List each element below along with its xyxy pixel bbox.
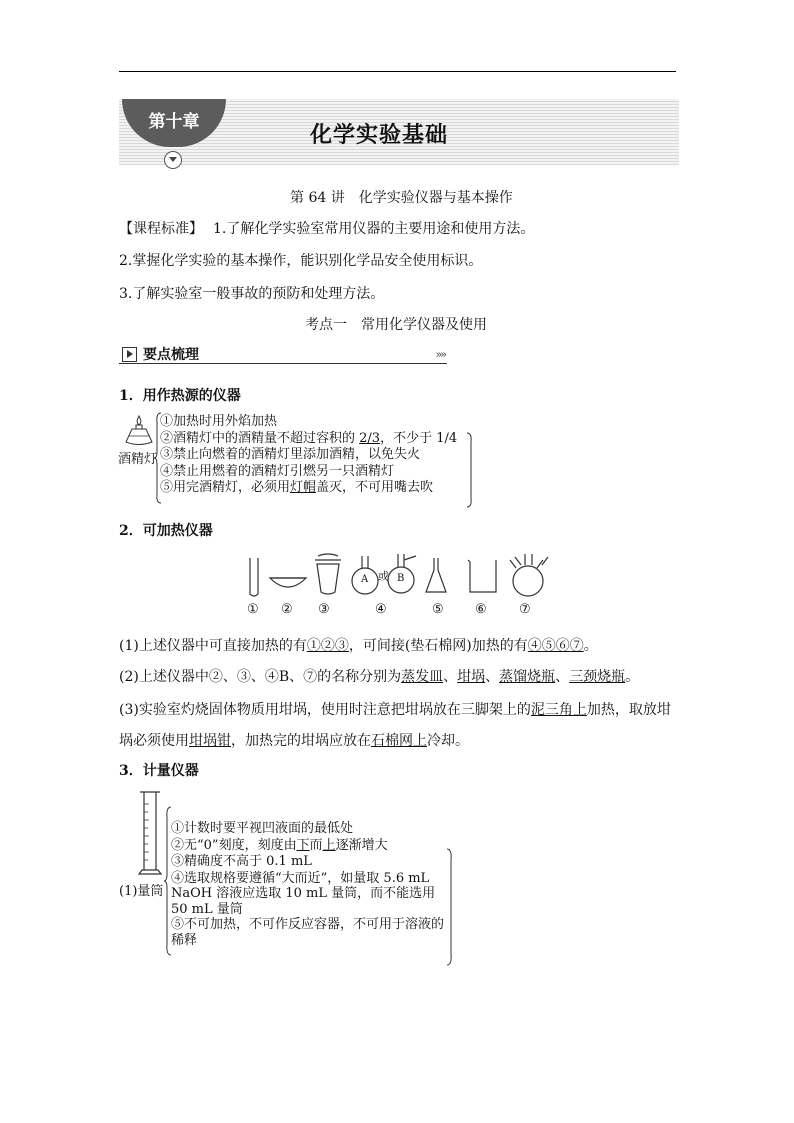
list-item: ④禁止用燃着的酒精灯引燃另一只酒精灯 [160,463,395,479]
list-item: ③禁止向燃着的酒精灯里添加酒精，以免失火 [160,447,421,462]
list-item: ⑤用完酒精灯，必须用灯帽盖灭，不可用嘴去吹 [160,480,434,495]
three-neck-flask-icon [510,554,548,596]
right-bracket [446,848,454,966]
list-item: ②酒精灯中的酒精量不超过容积的 2/3，不少于 1/4 [160,430,458,446]
right-bracket [466,432,474,508]
question-2: (2)上述仪器中②、③、④B、⑦的名称分别为蒸发皿、坩埚、蒸馏烧瓶、三颈烧瓶。 [119,669,640,685]
beaker-icon [468,560,496,592]
conical-flask-icon [426,558,446,592]
list-item: ④选取规格要遵循“大而近”，如量取 5.6 mL NaOH 溶液应选取 10 mL 量筒，而不能选用 50 mL 量筒 [171,870,436,917]
kaodian-title: 考点一 常用化学仪器及使用 [305,317,487,333]
cylinder-label: (1)量筒 [119,884,164,899]
section-bar [119,344,447,364]
part1-heading: 1．用作热源的仪器 [119,388,241,404]
part2-heading: 2．可加热仪器 [119,523,213,539]
play-icon [122,347,137,362]
alcohol-lamp-icon [120,414,158,448]
list-item: ①计数时要平视凹液面的最低处 [171,821,354,836]
graduated-cylinder-icon [136,790,164,880]
standards-line-3: 3.了解实验室一般事故的预防和处理方法。 [119,286,385,302]
question-1: (1)上述仪器中可直接加热的有①②③，可间接(垫石棉网)加热的有④⑤⑥⑦。 [119,638,598,654]
list-item: ⑤不可加热，不可作反应容器，不可用于溶液的稀释 [171,917,445,948]
part1-list [160,414,457,497]
section-label: 要点梳理 [143,347,199,363]
chevrons-right-icon: »» [435,348,445,361]
flask-a-label: A [361,574,369,585]
standards-line-1: 【课程标准】 1.了解化学实验室常用仪器的主要用途和使用方法。 [119,221,535,237]
list-item: ①加热时用外焰加热 [160,414,278,429]
lecture-title: 第 64 讲 化学实验仪器与基本操作 [290,190,513,206]
chapter-title: 化学实验基础 [310,122,449,148]
apparatus-number: ③ [318,602,330,617]
standards-line-2: 2.掌握化学实验的基本操作，能识别化学品安全使用标识。 [119,253,483,269]
standards-label: 【课程标准】 [119,221,203,237]
crucible-icon [315,554,341,594]
part3-list [171,821,454,948]
list-item: ③精确度不高于 0.1 mL [171,854,312,869]
chevron-down-icon [164,151,182,169]
or-label: 或 [378,570,389,583]
apparatus-number: ⑥ [475,602,487,617]
chapter-tab: 第十章 [122,99,226,147]
apparatus-number: ④ [375,602,387,617]
question-3-line-1: (3)实验室灼烧固体物质用坩埚，使用时注意把坩埚放在三脚架上的泥三角上加热，取放坩 [119,702,671,718]
part3-heading: 3．计量仪器 [119,763,199,779]
evaporating-dish-icon [270,578,306,587]
flask-b-label: B [397,573,405,584]
lamp-label: 酒精灯 [118,452,158,467]
apparatus-number: ⑦ [519,602,531,617]
list-item: ②无“0”刻度，刻度由下而上逐渐增大 [171,837,388,853]
header-rule [119,71,676,72]
question-3-line-2: 埚必须使用坩埚钳，加热完的坩埚应放在石棉网上冷却。 [119,733,469,749]
apparatus-number: ② [281,602,293,617]
test-tube-icon [250,558,258,596]
apparatus-number: ⑤ [432,602,444,617]
apparatus-number: ① [247,602,259,617]
